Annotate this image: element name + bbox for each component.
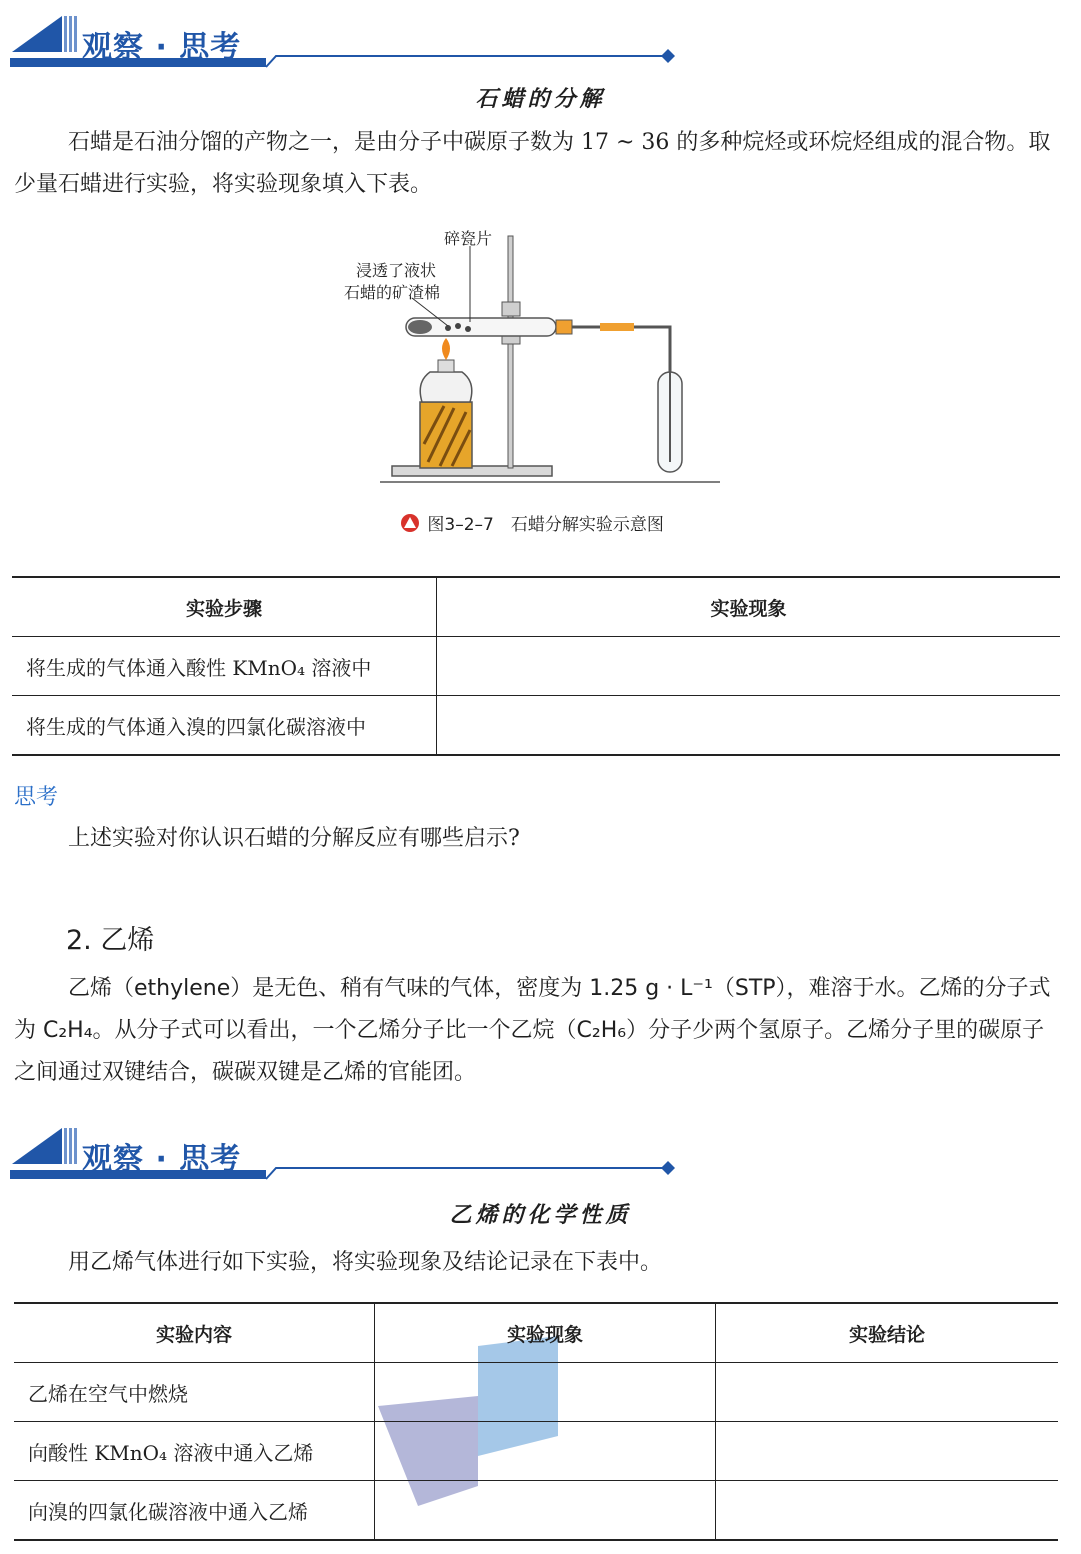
table-cell: 向溴的四氯化碳溶液中通入乙烯 (14, 1481, 375, 1541)
table-row (14, 1422, 1058, 1481)
table-cell (437, 637, 1061, 696)
paraffin-cracking-figure (330, 222, 730, 492)
table-row (14, 1363, 1058, 1422)
label-porcelain-chips: 碎瓷片 (444, 229, 493, 248)
label-mineral-wool-line1: 浸透了液状 (356, 261, 437, 280)
figure-caption-text: 图3–2–7 石蜡分解实验示意图 (427, 515, 664, 535)
ethylene-heading: 2. 乙烯 (66, 925, 155, 956)
table-cell: 将生成的气体通入酸性 KMnO₄ 溶液中 (12, 637, 437, 696)
table-cell: 将生成的气体通入溴的四氯化碳溶液中 (12, 696, 437, 756)
table-row (14, 1481, 1058, 1541)
table-header-phenomenon: 实验现象 (375, 1303, 716, 1363)
section-header-observe-think (0, 1122, 700, 1202)
paraffin-table (12, 576, 1060, 756)
figure-caption (400, 510, 664, 535)
think-question: 上述实验对你认识石蜡的分解反应有哪些启示? (68, 826, 520, 851)
experiment-title: 乙烯的化学性质 (449, 1202, 632, 1228)
section-header-title: 观察 · 思考 (82, 1142, 242, 1177)
table-cell (437, 696, 1061, 756)
table-cell: 乙烯在空气中燃烧 (14, 1363, 375, 1422)
experiment-intro: 石蜡是石油分馏的产物之一，是由分子中碳原子数为 17 ~ 36 的多种烷烃或环烷烃组成的混合物。取少量石蜡进行实验，将实验现象填入下表。 (14, 130, 1051, 197)
table-header-content: 实验内容 (14, 1303, 375, 1363)
table-row (12, 637, 1060, 696)
table-cell (716, 1363, 1059, 1422)
table-cell (716, 1422, 1059, 1481)
table-cell (375, 1422, 716, 1481)
table-header-phenomenon: 实验现象 (710, 597, 787, 620)
table-header-conclusion: 实验结论 (848, 1323, 925, 1346)
table-cell (716, 1481, 1059, 1541)
caption-triangle-icon (400, 513, 422, 533)
experiment-title: 石蜡的分解 (475, 86, 606, 112)
table-row (12, 696, 1060, 756)
think-label: 思考 (14, 785, 59, 810)
table-cell (375, 1481, 716, 1541)
ethylene-properties-table (14, 1302, 1058, 1541)
label-mineral-wool-line2: 石蜡的矿渣棉 (344, 283, 441, 302)
section-header-title: 观察 · 思考 (82, 30, 242, 65)
ethylene-paragraph: 乙烯（ethylene）是无色、稍有气味的气体，密度为 1.25 g · L⁻¹（STP），难溶于水。乙烯的分子式为 C₂H₄。从分子式可以看出，一个乙烯分子比一个乙烷（C₂H₆）分子少两个氢原子。乙烯分子里的碳原子之间通过双键结合，碳碳双键是乙烯的官能团。 (14, 976, 1051, 1085)
table-cell: 向酸性 KMnO₄ 溶液中通入乙烯 (14, 1422, 375, 1481)
section-header-observe-think (0, 10, 700, 90)
experiment-intro: 用乙烯气体进行如下实验，将实验现象及结论记录在下表中。 (68, 1250, 663, 1275)
table-header-step: 实验步骤 (12, 577, 437, 637)
table-cell (375, 1363, 716, 1422)
